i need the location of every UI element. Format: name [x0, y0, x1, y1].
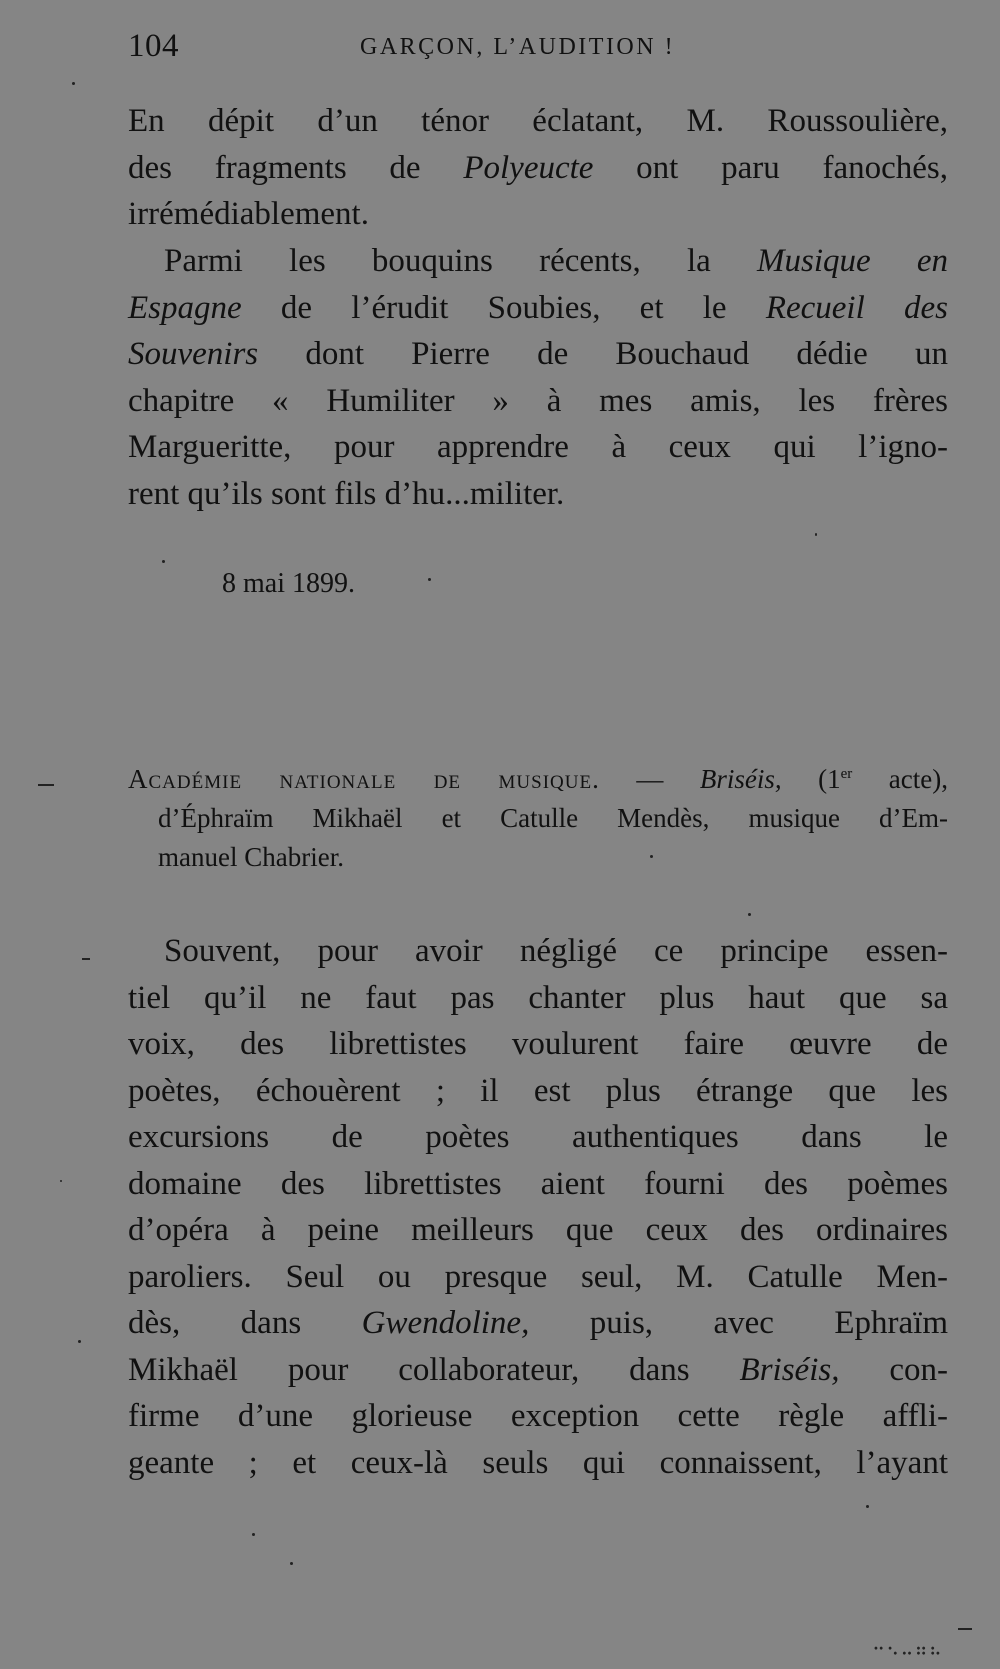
scan-smudge: ⠒⠢⠤⠶⠦: [872, 1640, 943, 1660]
scan-speck: [60, 1180, 62, 1182]
scan-speck: [748, 913, 751, 916]
running-header: [128, 28, 948, 78]
text-line: Mikhaël pour collaborateur, dans Briséis, con-: [128, 1351, 949, 1388]
scan-speck: [428, 578, 431, 581]
notice-line: manuel Chabrier.: [158, 842, 344, 872]
scan-speck: [72, 82, 75, 85]
text-line: excursions de poètes authentiques dans le: [128, 1119, 948, 1155]
work-title: Gwendoline,: [361, 1305, 530, 1341]
text-line: des fragments de Polyeucte ont paru fanochés,: [128, 149, 949, 186]
scan-speck: [815, 533, 817, 536]
text-line: geante ; et ceux-là seuls qui connaissent, l’ayant: [128, 1444, 948, 1481]
paragraph-2: [128, 238, 948, 517]
text-line: tiel qu’il ne faut pas chanter plus haut que sa: [128, 979, 948, 1016]
notice-line: Académie nationale de musique. — Briséis, (1er acte),: [128, 764, 948, 794]
running-title: GARÇON, L’AUDITION !: [360, 34, 676, 60]
notice-line: d’Éphraïm Mikhaël et Catulle Mendès, musique d’Em-: [158, 803, 948, 833]
text-line: d’opéra à peine meilleurs que ceux des ordinaires: [128, 1212, 948, 1248]
scan-speck: [78, 1340, 81, 1343]
work-title: Musique en: [757, 243, 948, 279]
text-line: dès, dans Gwendoline, puis, avec Ephraïm: [128, 1305, 948, 1341]
paragraph-3: [128, 928, 948, 1486]
opera-title: Briséis,: [699, 764, 782, 794]
text-line: Margueritte, pour apprendre à ceux qui l’igno-: [128, 429, 948, 465]
page-number: 104: [128, 28, 179, 64]
text-line: paroliers. Seul ou presque seul, M. Catulle Men-: [128, 1258, 948, 1295]
scan-mark: [958, 1628, 972, 1630]
text-line: firme d’une glorieuse exception cette règle affli-: [128, 1398, 948, 1434]
institution-name: Académie nationale de musique.: [128, 764, 600, 794]
text-line: Souvent, pour avoir négligé ce principe essen-: [164, 933, 948, 969]
text-line: Parmi les bouquins récents, la Musique en: [164, 243, 948, 279]
scan-speck: [162, 560, 165, 563]
text-line: En dépit d’un ténor éclatant, M. Roussoulière,: [128, 103, 948, 139]
scan-mark: [82, 958, 90, 960]
scan-speck: [866, 1505, 869, 1508]
article-date: 8 mai 1899.: [222, 568, 355, 599]
scan-mark: [38, 784, 54, 786]
work-title: Souvenirs: [128, 336, 259, 372]
text-line: voix, des librettistes voulurent faire œuvre de: [128, 1026, 948, 1062]
text-line: poètes, échouèrent ; il est plus étrange que les: [128, 1072, 948, 1109]
text-line: Espagne de l’érudit Soubies, et le Recueil des: [128, 289, 948, 326]
review-heading: [128, 755, 948, 877]
text-line: chapitre « Humiliter » à mes amis, les frères: [128, 382, 948, 419]
text-line: rent qu’ils sont fils d’hu...militer.: [128, 475, 565, 512]
work-title: Polyeucte: [463, 149, 594, 186]
work-title: Recueil des: [765, 289, 948, 326]
text-line: domaine des librettistes aient fourni des poèmes: [128, 1165, 948, 1202]
text-line: Souvenirs dont Pierre de Bouchaud dédie un: [128, 336, 948, 372]
work-title: Espagne: [128, 289, 242, 326]
work-title: Briséis,: [739, 1351, 840, 1388]
scan-speck: [252, 1533, 255, 1536]
scan-speck: [290, 1562, 293, 1565]
text-line: irrémédiablement.: [128, 196, 369, 232]
paragraph-1: [128, 98, 948, 238]
scan-speck: [650, 855, 653, 858]
